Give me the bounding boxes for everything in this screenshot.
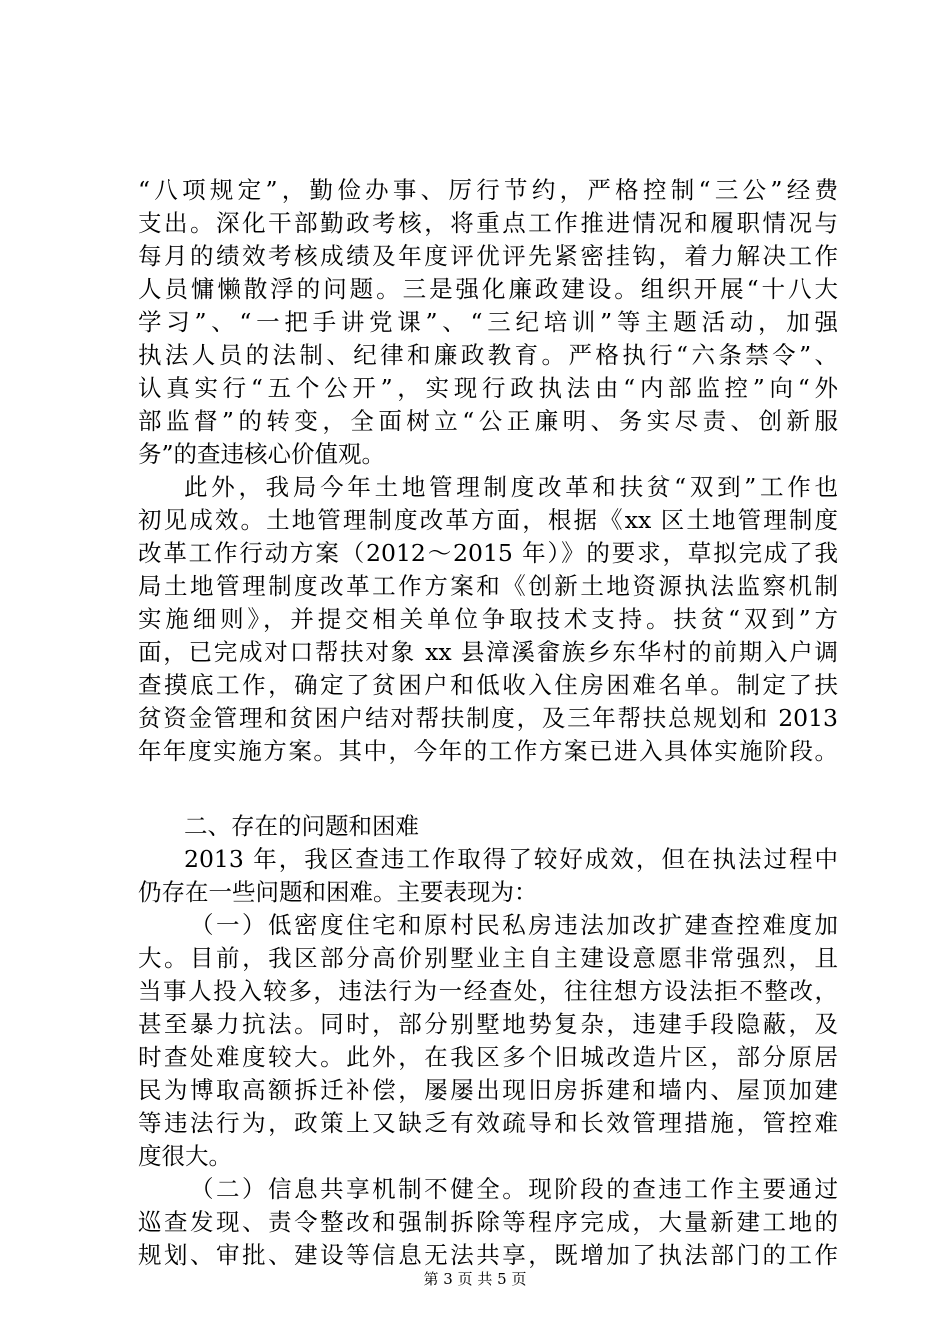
- text-line: 务”的查违核心价值观。: [138, 440, 386, 468]
- section-gap: [138, 768, 838, 810]
- page-footer: [0, 1269, 950, 1289]
- text-line: 初见成效。土地管理制度改革方面，根据《xx 区土地管理制度: [138, 506, 838, 534]
- text-line: 民为博取高额拆迁补偿，屡屡出现旧房拆建和墙内、屋顶加建: [138, 1076, 838, 1104]
- text-line: 执法人员的法制、纪律和廉政教育。严格执行“六条禁令”、: [138, 341, 838, 369]
- text-line: 当事人投入较多，违法行为一经查处，往往想方设法拒不整改，: [138, 977, 838, 1005]
- text-line: 贫资金管理和贫困户结对帮扶制度，及三年帮扶总规划和 2013: [138, 704, 838, 732]
- page-number: 第 3 页 共 5 页: [423, 1270, 527, 1288]
- text-line: 局土地管理制度改革工作方案和《创新土地资源执法监察机制: [138, 572, 838, 600]
- paragraph-start-line: （二）信息共享机制不健全。现阶段的查违工作主要通过: [190, 1175, 838, 1203]
- text-line: 度很大。: [138, 1142, 232, 1170]
- paragraph-start-line: 此外，我局今年土地管理制度改革和扶贫“双到”工作也: [184, 473, 838, 501]
- text-line: 甚至暴力抗法。同时，部分别墅地势复杂，违建手段隐蔽，及: [138, 1010, 838, 1038]
- paragraph-start-line: 2013 年，我区查违工作取得了较好成效，但在执法过程中: [184, 845, 838, 873]
- paragraph-start-line: （一）低密度住宅和原村民私房违法加改扩建查控难度加: [190, 911, 838, 939]
- text-line: 年年度实施方案。其中，今年的工作方案已进入具体实施阶段。: [138, 737, 838, 765]
- text-line: 改革工作行动方案（2012～2015 年）》的要求，草拟完成了我: [138, 539, 838, 567]
- document-body: [138, 174, 838, 1272]
- text-line: 面，已完成对口帮扶对象 xx 县漳溪畲族乡东华村的前期入户调: [138, 638, 838, 666]
- text-line: 学习”、“一把手讲党课”、“三纪培训”等主题活动，加强: [138, 308, 838, 336]
- text-line: 规划、审批、建设等信息无法共享，既增加了执法部门的工作: [138, 1241, 838, 1269]
- text-line: 仍存在一些问题和困难。主要表现为：: [138, 878, 538, 906]
- text-line: 部监督”的转变，全面树立“公正廉明、务实尽责、创新服: [138, 407, 838, 435]
- text-line: 查摸底工作，确定了贫困户和低收入住房困难名单。制定了扶: [138, 671, 838, 699]
- section-heading: 二、存在的问题和困难: [184, 812, 419, 840]
- text-line: 时查处难度较大。此外，在我区多个旧城改造片区，部分原居: [138, 1043, 838, 1071]
- text-line: 巡查发现、责令整改和强制拆除等程序完成，大量新建工地的: [138, 1208, 838, 1236]
- text-line: “八项规定”，勤俭办事、厉行节约，严格控制“三公”经费: [138, 176, 838, 204]
- text-line: 认真实行“五个公开”，实现行政执法由“内部监控”向“外: [138, 374, 838, 402]
- text-line: 大。目前，我区部分高价别墅业主自主建设意愿非常强烈，且: [138, 944, 838, 972]
- text-line: 每月的绩效考核成绩及年度评优评先紧密挂钩，着力解决工作: [138, 242, 838, 270]
- text-line: 实施细则》，并提交相关单位争取技术支持。扶贫“双到”方: [138, 605, 838, 633]
- text-line: 支出。深化干部勤政考核，将重点工作推进情况和履职情况与: [138, 209, 838, 237]
- text-line: 人员慵懒散浮的问题。三是强化廉政建设。组织开展“十八大: [138, 275, 838, 303]
- text-line: 等违法行为，政策上又缺乏有效疏导和长效管理措施，管控难: [138, 1109, 838, 1137]
